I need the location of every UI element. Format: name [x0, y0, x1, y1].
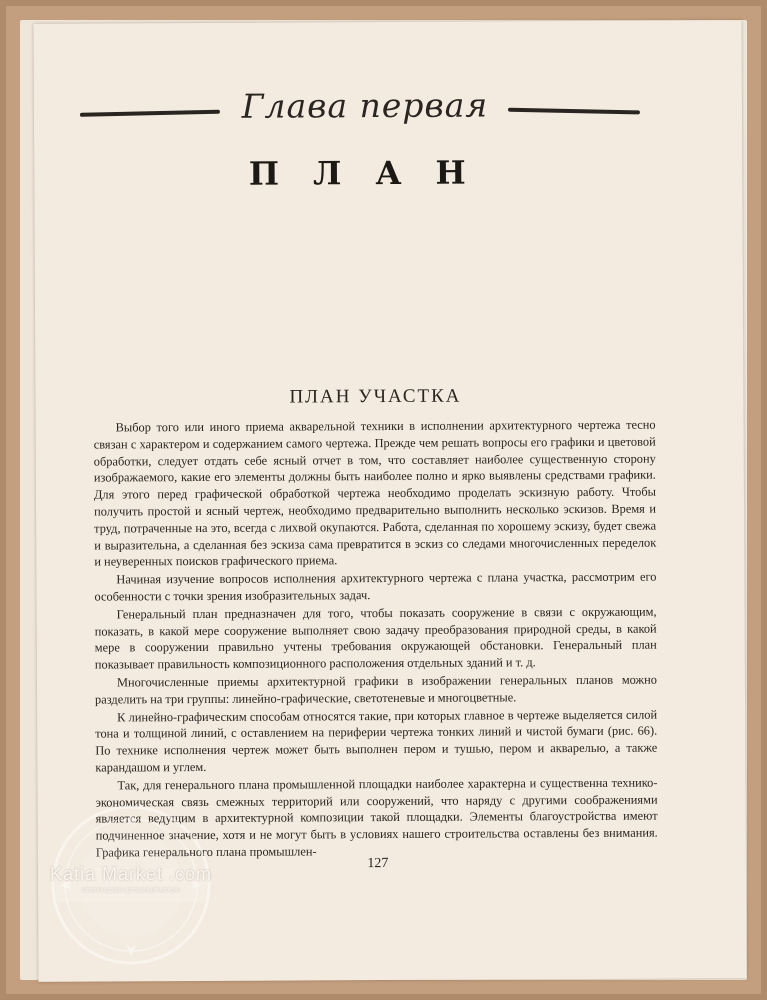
- decorative-rule-right: [508, 108, 640, 115]
- chapter-heading: [80, 81, 640, 144]
- paragraph: Выбор того или иного приема акварельной техники в исполнении архитектурного чертежа тесно связан с характером и содержанием самого чертежа. Прежде чем решать вопросы его графики и цветовой обработки, следует отдать себе ясный отчет в том, что составляет наиболее существенную сторону изображаемого, какие его элементы должны быть наиболее полно и ярко выявлены средствами графики. Для этого перед графической обработкой чертежа необходимо проделать эскизную работу. Чтобы получить простой и ясный чертеж, необходимо предварительно выполнить несколько эскизов. Время и труд, потраченные на это, всегда с лихвой окупаются. Работа, сделанная по хорошему эскизу, будет свежа и выразительна, а сделанная без эскиза сама превратится в эскиз со следами многочисленных переделок и неуверенных поисков графического приема.: [93, 417, 657, 569]
- section-title: ПЛАН УЧАСТКА: [289, 385, 462, 408]
- paragraph: Многочисленные приемы архитектурной графики в изображении генеральных планов можно разделить на три группы: линейно-графические, светотеневые и многоцветные.: [94, 672, 657, 707]
- paragraph: Генеральный план предназначен для того, чтобы показать сооружение в связи с окружающим, показать, в какой мере сооружение выполняет свою задачу преобразования природной среды, в какой мере в сооружении правильно учтены требования окружающей обстановки. Генеральный план показывает правильность композиционного расположения отдельных зданий и т. д.: [94, 604, 657, 672]
- paragraph: Начиная изучение вопросов исполнения архитектурного чертежа с плана участка, рассмотрим его особенности с точки зрения изобразительных задач.: [94, 569, 657, 604]
- page-number: 127: [367, 856, 389, 872]
- chapter-label: Глава первая: [241, 85, 489, 126]
- watermark-subtext: ИСТОРИЧЕСКИЙ ЧЕРТЕЖНЫЙ МАГАЗИН: [81, 888, 181, 894]
- paragraph: К линейно-графическим способам относятся такие, при которых главное в чертеже выделяется силой тона и толщиной линий, с оставлением на периферии чертежа тонких линий и чистой бумаги (рис. 66). По технике исполнения чертеж может быть выполнен пером и тушью, пером и акварелью, а также карандашом и углем.: [95, 707, 658, 775]
- decorative-rule-left: [80, 110, 220, 117]
- seal-ornament-icon: [46, 800, 216, 970]
- watermark-text: Katia Market .com: [49, 864, 213, 884]
- body-text: [94, 417, 658, 863]
- watermark-seal: [46, 800, 216, 970]
- paragraph: Так, для генерального плана промышленной площадки наиболее характерна и существенна технико-экономическая связь смежных территорий или сооружений, что наряду с другими соображениями является ведущим в архитектурной композиции такой площадки. Элементы благоустройства имеют подчиненное значение, хотя и не могут быть в условиях нашего строительства оставлены без внимания. Графика генерального плана промышлен-: [95, 775, 658, 860]
- chapter-title: ПЛАН: [248, 153, 500, 193]
